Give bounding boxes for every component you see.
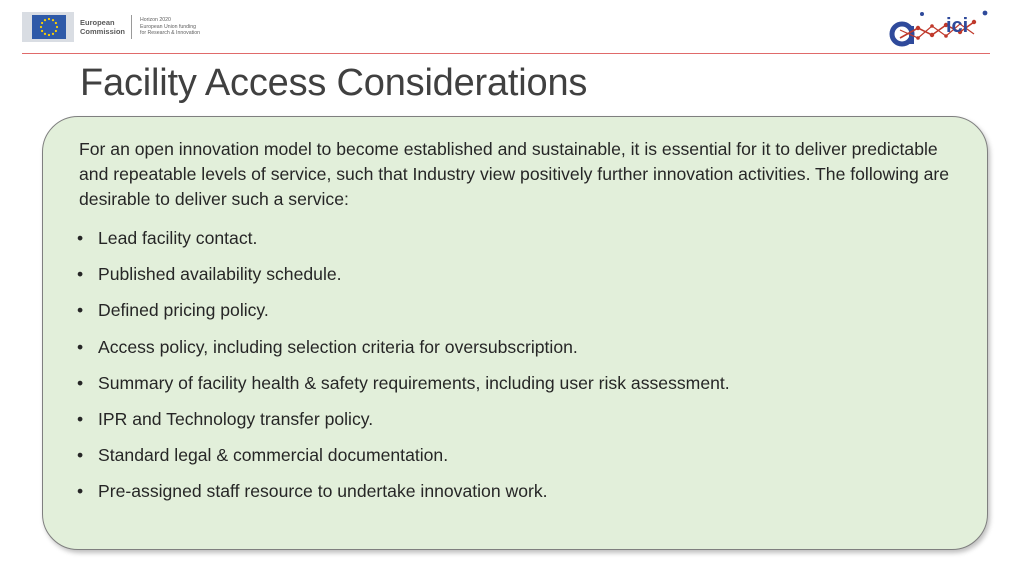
list-item: • Published availability schedule.	[77, 262, 730, 298]
european-commission-logo	[22, 12, 200, 42]
logo-divider	[131, 15, 132, 39]
list-item: • Access policy, including selection criteria for oversubscription.	[77, 335, 730, 371]
list-item: • IPR and Technology transfer policy.	[77, 407, 730, 443]
slide-title: Facility Access Considerations	[80, 62, 588, 104]
ec-name: European Commission	[80, 18, 126, 36]
content-panel	[42, 116, 988, 550]
bullet-icon: •	[77, 228, 84, 248]
header-rule	[22, 53, 990, 54]
intro-paragraph: For an open innovation model to become established and sustainable, it is essential for it to deliver predictable and repeatable levels of service, such that Industry view positively further innovation activities. The following are desirable to deliver such a service:	[79, 139, 950, 209]
bullet-icon: •	[77, 372, 84, 393]
bullet-icon: •	[77, 264, 84, 285]
bullet-icon: •	[77, 336, 84, 357]
bullet-icon: •	[77, 408, 84, 429]
svg-text:ici: ici	[946, 15, 969, 37]
amici-logo	[888, 8, 992, 48]
list-item: • Standard legal & commercial documentation.	[77, 443, 730, 479]
list-item: • Lead facility contact.	[77, 226, 730, 262]
list-item: • Summary of facility health & safety requirements, including user risk assessment.	[77, 371, 730, 407]
bullet-icon: •	[77, 300, 84, 321]
bullet-icon: •	[77, 481, 84, 502]
slide-header	[0, 0, 1024, 52]
list-item: • Pre-assigned staff resource to undertake innovation work.	[77, 479, 730, 515]
ec-flag-block	[22, 12, 74, 42]
horizon-2020-text: Horizon 2020 European Union funding for Research & Innovation	[140, 17, 200, 37]
bullet-icon: •	[77, 445, 84, 466]
eu-flag-icon	[32, 15, 66, 39]
bullet-list	[77, 226, 730, 516]
list-item: • Defined pricing policy.	[77, 298, 730, 334]
